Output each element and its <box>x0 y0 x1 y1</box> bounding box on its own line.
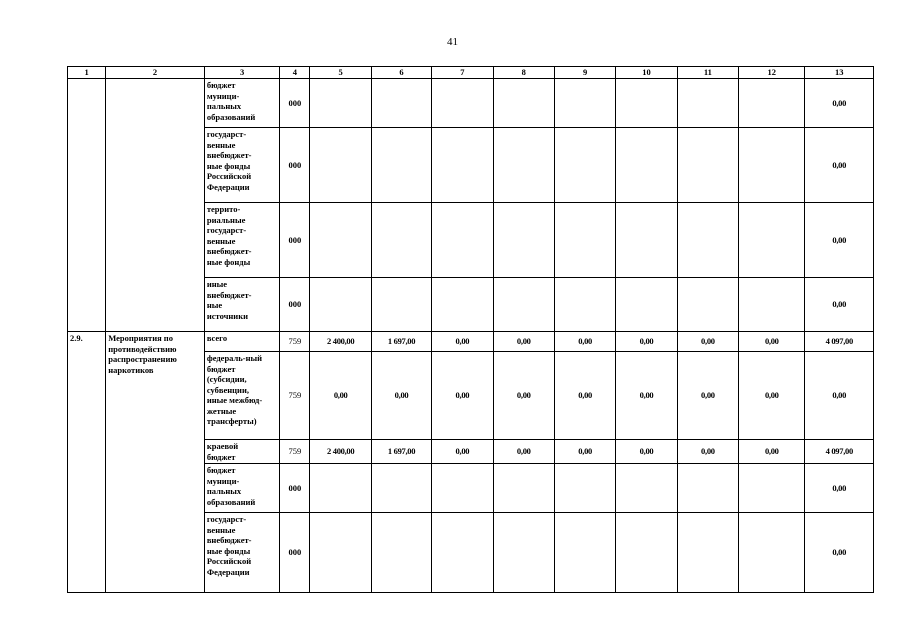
code-cell: 759 <box>280 440 310 464</box>
col-header-8: 8 <box>493 67 554 79</box>
source-label-line: всего <box>206 333 228 343</box>
source-label-line: венные <box>206 524 236 535</box>
source-label-line: иные межбюд- <box>206 395 263 405</box>
source-label-line: образований <box>206 496 256 507</box>
col-header-6: 6 <box>371 67 431 79</box>
source-label-line: бюджет <box>206 363 236 374</box>
empty-cell <box>739 203 805 278</box>
empty-cell <box>432 203 493 278</box>
empty-cell <box>310 203 371 278</box>
empty-cell <box>371 278 431 332</box>
code-cell: 000 <box>280 203 310 278</box>
empty-cell <box>493 278 554 332</box>
empty-cell <box>371 513 431 593</box>
source-label-line: (субсидии, <box>206 374 247 384</box>
source-label-line: федераль-ный <box>206 353 263 363</box>
source-label <box>204 352 279 440</box>
value-cell: 0,00 <box>432 440 493 464</box>
source-label-line: Российской <box>206 171 252 181</box>
total-cell: 0,00 <box>805 79 874 128</box>
empty-cell <box>310 79 371 128</box>
empty-cell <box>310 464 371 513</box>
col-header-12: 12 <box>739 67 805 79</box>
empty-cell <box>616 203 677 278</box>
total-cell: 0,00 <box>805 464 874 513</box>
value-cell: 2 400,00 <box>310 440 371 464</box>
source-label-line: трансферты) <box>206 416 257 426</box>
budget-table <box>67 66 874 593</box>
empty-cell <box>432 128 493 203</box>
source-label-line: государст- <box>206 225 247 235</box>
item-name-line: наркотиков <box>108 364 154 375</box>
source-label-line: риальные <box>206 214 246 225</box>
source-label-line: субвенции, <box>206 384 249 395</box>
source-label-line: иные <box>206 279 228 289</box>
empty-cell <box>677 464 738 513</box>
source-label-line: внебюджет- <box>206 150 252 160</box>
empty-cell <box>493 464 554 513</box>
table-row <box>68 79 874 128</box>
source-label-line: бюджет <box>206 451 236 462</box>
empty-cell <box>677 278 738 332</box>
value-cell: 0,00 <box>616 352 677 440</box>
value-cell: 2 400,00 <box>310 332 371 352</box>
empty-cell <box>310 513 371 593</box>
empty-cell <box>739 513 805 593</box>
header-row <box>68 67 874 79</box>
source-label <box>204 278 279 332</box>
source-label-line: бюджет <box>206 465 236 475</box>
empty-cell <box>493 513 554 593</box>
total-cell: 0,00 <box>805 278 874 332</box>
value-cell: 0,00 <box>616 332 677 352</box>
total-cell: 0,00 <box>805 513 874 593</box>
source-label <box>204 332 279 352</box>
source-label <box>204 203 279 278</box>
col-header-10: 10 <box>616 67 677 79</box>
empty-cell <box>616 128 677 203</box>
value-cell: 0,00 <box>432 352 493 440</box>
source-label-line: ные фонды <box>206 545 251 556</box>
source-label-line: муници- <box>206 90 240 101</box>
value-cell: 0,00 <box>739 332 805 352</box>
value-cell: 4 097,00 <box>805 440 874 464</box>
source-label-line: источники <box>206 310 248 321</box>
empty-cell <box>493 203 554 278</box>
code-cell: 759 <box>280 352 310 440</box>
empty-cell <box>371 203 431 278</box>
value-cell: 0,00 <box>493 440 554 464</box>
empty-cell <box>739 79 805 128</box>
code-cell: 000 <box>280 79 310 128</box>
col-header-3: 3 <box>204 67 279 79</box>
empty-cell <box>616 278 677 332</box>
table-row <box>68 332 874 352</box>
col-header-5: 5 <box>310 67 371 79</box>
empty-cell <box>554 79 615 128</box>
source-label-line: пальных <box>206 101 242 111</box>
source-label-line: ные <box>206 300 223 310</box>
source-label-line: краевой <box>206 441 239 451</box>
source-label-line: террито- <box>206 204 241 214</box>
empty-cell <box>616 79 677 128</box>
value-cell: 0,00 <box>554 352 615 440</box>
empty-cell <box>677 513 738 593</box>
empty-cell <box>739 464 805 513</box>
item-name-line: распространению <box>108 354 177 364</box>
empty-cell <box>371 79 431 128</box>
empty-cell <box>677 79 738 128</box>
value-cell: 0,00 <box>616 440 677 464</box>
empty-cell <box>616 464 677 513</box>
value-cell: 1 697,00 <box>371 440 431 464</box>
empty-cell <box>310 278 371 332</box>
empty-cell <box>616 513 677 593</box>
item-name-cell <box>106 79 205 332</box>
total-cell: 0,00 <box>805 203 874 278</box>
col-header-4: 4 <box>280 67 310 79</box>
value-cell: 0,00 <box>677 440 738 464</box>
empty-cell <box>554 128 615 203</box>
value-cell: 0,00 <box>310 352 371 440</box>
value-cell: 0,00 <box>739 440 805 464</box>
page-number: 41 <box>447 36 458 48</box>
empty-cell <box>493 128 554 203</box>
source-label <box>204 440 279 464</box>
empty-cell <box>554 203 615 278</box>
source-label-line: муници- <box>206 475 240 486</box>
col-header-9: 9 <box>554 67 615 79</box>
source-label-line: бюджет <box>206 80 236 90</box>
item-name-line: противодействию <box>108 343 177 354</box>
source-label-line: государст- <box>206 129 247 139</box>
item-name-line: Мероприятия по <box>108 333 173 343</box>
col-header-7: 7 <box>432 67 493 79</box>
source-label-line: Федерации <box>206 566 250 577</box>
source-label-line: Российской <box>206 556 252 566</box>
source-label-line: ные фонды <box>206 160 251 171</box>
source-label-line: пальных <box>206 486 242 496</box>
empty-cell <box>432 513 493 593</box>
value-cell: 0,00 <box>554 332 615 352</box>
empty-cell <box>677 128 738 203</box>
value-cell: 0,00 <box>554 440 615 464</box>
value-cell: 0,00 <box>677 332 738 352</box>
empty-cell <box>310 128 371 203</box>
value-cell: 0,00 <box>739 352 805 440</box>
value-cell: 0,00 <box>677 352 738 440</box>
empty-cell <box>371 464 431 513</box>
item-name <box>106 332 205 593</box>
value-cell: 0,00 <box>493 352 554 440</box>
source-label-line: ные фонды <box>206 256 251 267</box>
empty-cell <box>371 128 431 203</box>
source-label <box>204 513 279 593</box>
value-cell: 0,00 <box>493 332 554 352</box>
col-header-1: 1 <box>68 67 106 79</box>
empty-cell <box>432 464 493 513</box>
source-label-line: Федерации <box>206 181 250 192</box>
value-cell: 1 697,00 <box>371 332 431 352</box>
source-label-line: государст- <box>206 514 247 524</box>
empty-cell <box>432 79 493 128</box>
source-label-line: жетные <box>206 405 237 416</box>
source-label <box>204 79 279 128</box>
col-header-2: 2 <box>106 67 205 79</box>
empty-cell <box>432 278 493 332</box>
value-cell: 0,00 <box>371 352 431 440</box>
empty-cell <box>554 464 615 513</box>
code-cell: 000 <box>280 464 310 513</box>
value-cell: 0,00 <box>805 352 874 440</box>
col-header-13: 13 <box>805 67 874 79</box>
empty-cell <box>554 278 615 332</box>
source-label <box>204 128 279 203</box>
empty-cell <box>677 203 738 278</box>
value-cell: 4 097,00 <box>805 332 874 352</box>
source-label-line: венные <box>206 235 236 246</box>
source-label <box>204 464 279 513</box>
source-label-line: внебюджет- <box>206 289 252 300</box>
item-number-cell <box>68 79 106 332</box>
item-number: 2.9. <box>68 332 106 593</box>
code-cell: 000 <box>280 278 310 332</box>
code-cell: 759 <box>280 332 310 352</box>
value-cell: 0,00 <box>432 332 493 352</box>
empty-cell <box>493 79 554 128</box>
source-label-line: образований <box>206 111 256 122</box>
code-cell: 000 <box>280 128 310 203</box>
empty-cell <box>739 128 805 203</box>
col-header-11: 11 <box>677 67 738 79</box>
source-label-line: венные <box>206 139 236 150</box>
source-label-line: внебюджет- <box>206 535 252 545</box>
total-cell: 0,00 <box>805 128 874 203</box>
code-cell: 000 <box>280 513 310 593</box>
empty-cell <box>554 513 615 593</box>
empty-cell <box>739 278 805 332</box>
source-label-line: внебюджет- <box>206 246 252 256</box>
